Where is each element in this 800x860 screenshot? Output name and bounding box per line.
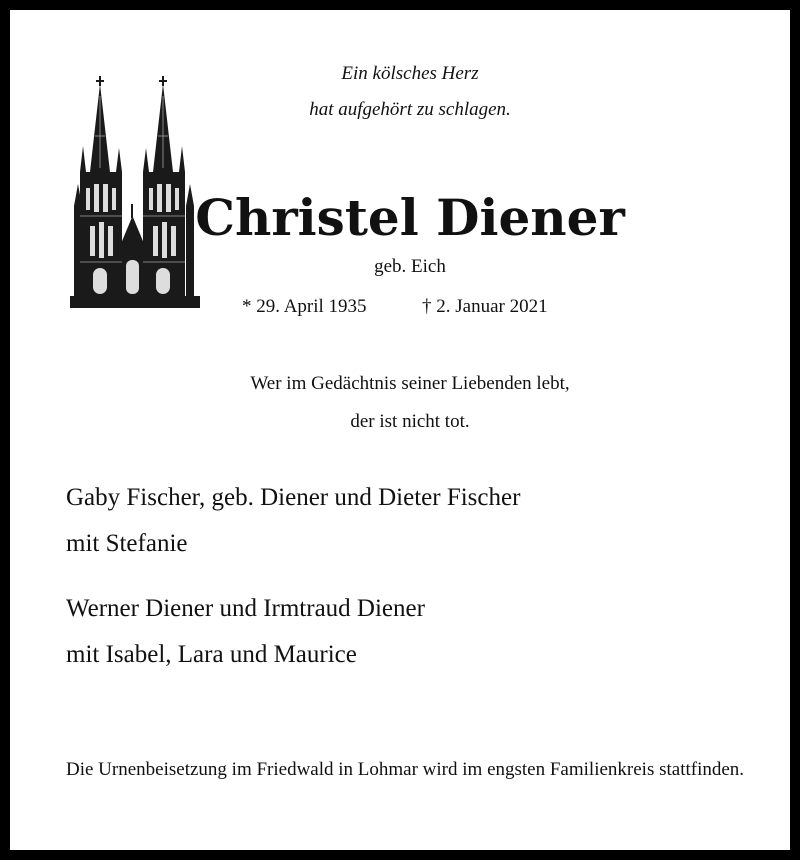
mourner-line: Gaby Fischer, geb. Diener und Dieter Fischer xyxy=(66,484,521,511)
opening-quote-line-2: hat aufgehört zu schlagen. xyxy=(309,99,511,120)
death-date: † 2. Januar 2021 xyxy=(422,296,548,317)
mourner-line: Werner Diener und Irmtraud Diener xyxy=(66,595,425,622)
maiden-name: geb. Eich xyxy=(374,256,446,277)
memorial-quote-line-2: der ist nicht tot. xyxy=(350,411,470,432)
opening-quote-line-1: Ein kölsches Herz xyxy=(341,63,479,84)
mourner-group-1 xyxy=(66,475,766,567)
memorial-quote-line-1: Wer im Gedächtnis seiner Liebenden lebt, xyxy=(250,373,570,394)
funeral-notice: Die Urnenbeisetzung im Friedwald in Lohmar wird im engsten Familienkreis stattfinden. xyxy=(66,759,745,780)
memorial-quote xyxy=(160,365,660,441)
mourner-group-2 xyxy=(66,586,766,678)
deceased-name: Christel Diener xyxy=(195,188,625,247)
birth-date: * 29. April 1935 xyxy=(242,296,367,317)
mourner-line: mit Isabel, Lara und Maurice xyxy=(66,641,357,668)
mourner-line: mit Stefanie xyxy=(66,530,188,557)
opening-quote xyxy=(210,56,610,128)
